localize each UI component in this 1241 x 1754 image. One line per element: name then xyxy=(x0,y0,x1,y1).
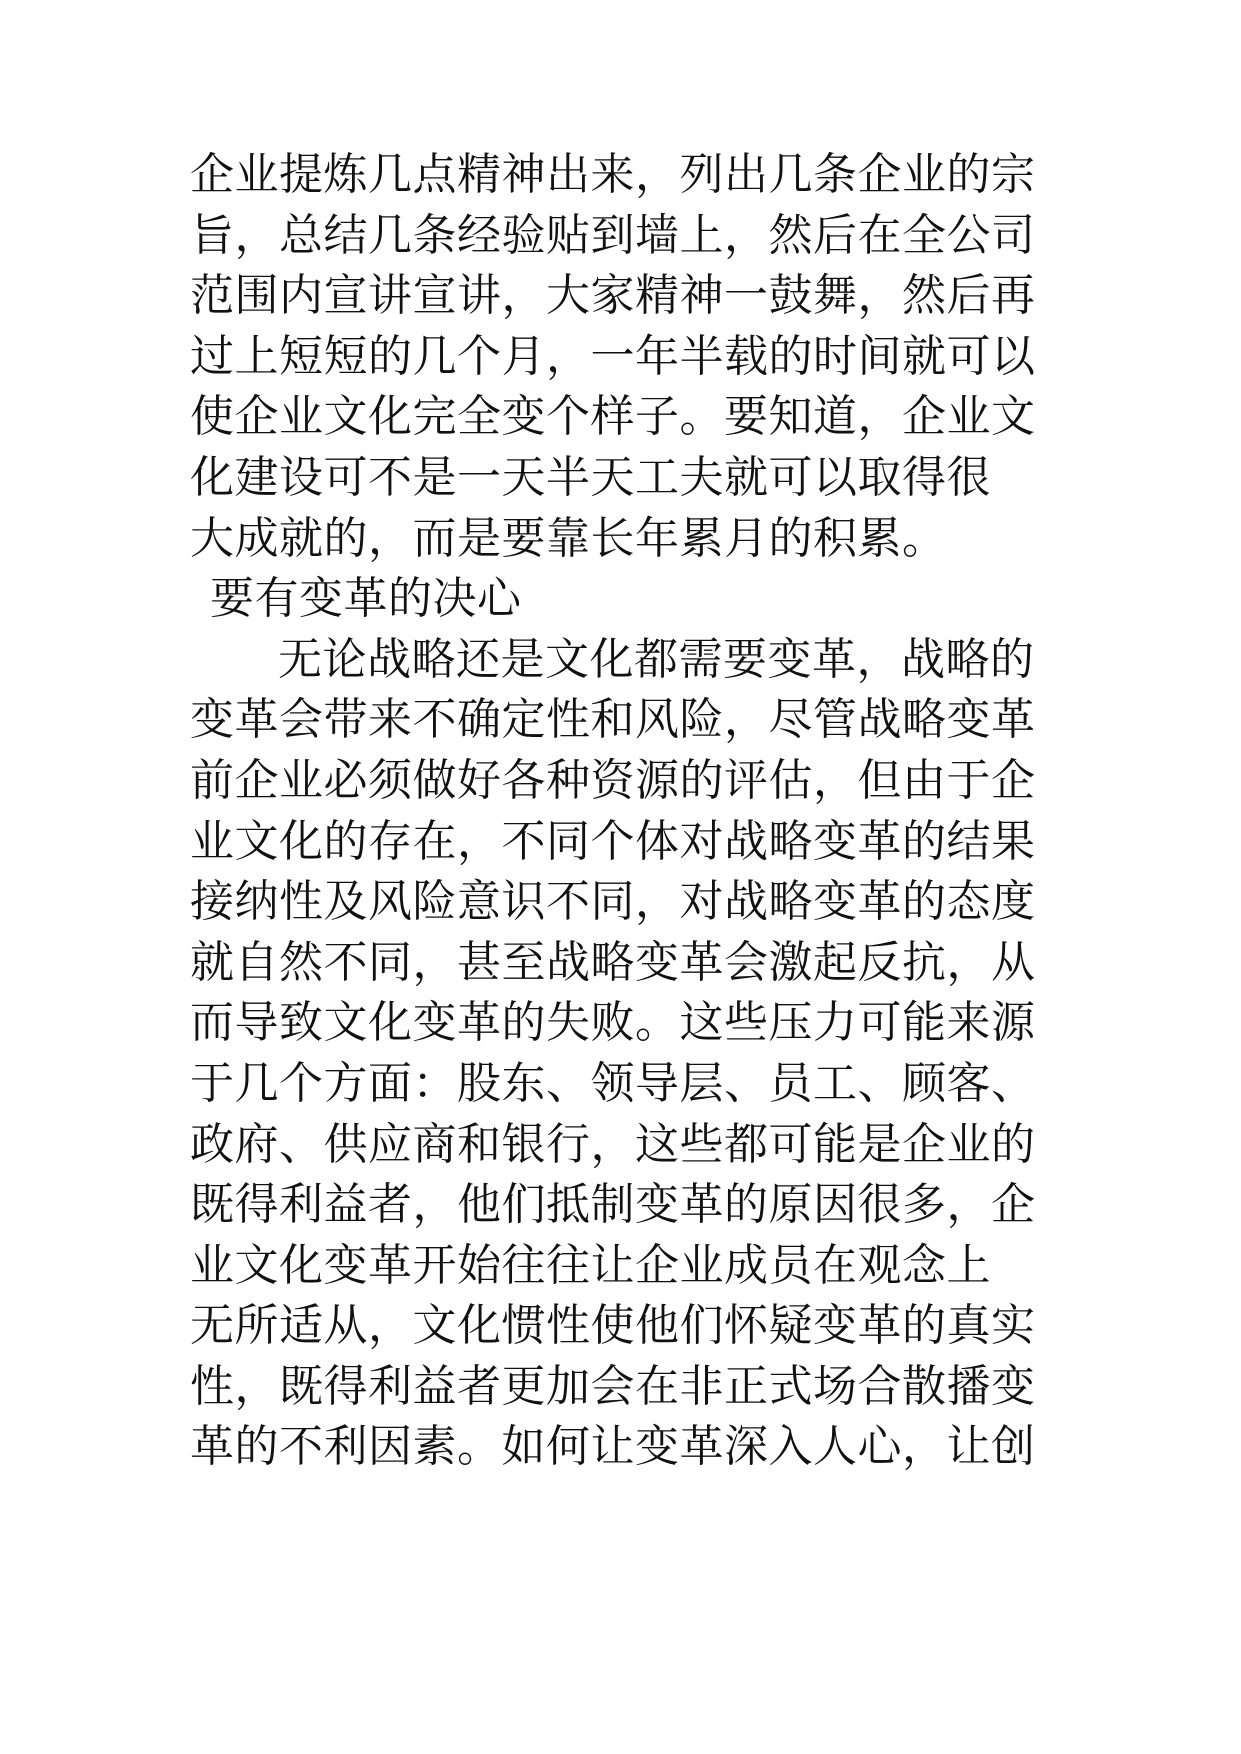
text-line: 化建设可不是一天半天工夫就可以取得很 xyxy=(190,451,991,503)
text-line: 使企业文化完全变个样子。要知道，企业文 xyxy=(190,391,1036,443)
text-line: 业文化变革开始往往让企业成员在观念上 xyxy=(190,1239,991,1291)
text-line: 接纳性及风险意识不同，对战略变革的态度 xyxy=(190,876,1036,928)
text-line: 旨，总结几条经验贴到墙上，然后在全公司 xyxy=(190,209,1036,261)
text-line: 范围内宣讲宣讲，大家精神一鼓舞，然后再 xyxy=(190,270,1036,322)
text-line: 无所适从，文化惯性使他们怀疑变革的真实 xyxy=(190,1300,1036,1352)
text-line: 而导致文化变革的失败。这些压力可能来源 xyxy=(190,997,1036,1049)
text-line: 革的不利因素。如何让变革深入人心，让创 xyxy=(190,1421,1036,1473)
paragraph-first-line: 无论战略还是文化都需要变革，战略的 xyxy=(278,633,1035,685)
text-line: 于几个方面：股东、领导层、员工、顾客、 xyxy=(190,1057,1036,1109)
text-line: 大成就的，而是要靠长年累月的积累。 xyxy=(190,512,947,564)
text-line: 既得利益者，他们抵制变革的原因很多，企 xyxy=(190,1179,1036,1231)
text-line: 就自然不同，甚至战略变革会激起反抗，从 xyxy=(190,936,1036,988)
text-line: 变革会带来不确定性和风险，尽管战略变革 xyxy=(190,694,1036,746)
text-line: 业文化的存在，不同个体对战略变革的结果 xyxy=(190,815,1036,867)
text-line: 性，既得利益者更加会在非正式场合散播变 xyxy=(190,1360,1036,1412)
text-line: 企业提炼几点精神出来，列出几条企业的宗 xyxy=(190,149,1036,200)
text-line: 前企业必须做好各种资源的评估，但由于企 xyxy=(190,754,1036,806)
text-line: 政府、供应商和银行，这些都可能是企业的 xyxy=(190,1118,1036,1170)
text-line: 过上短短的几个月，一年半载的时间就可以 xyxy=(190,330,1036,382)
section-heading: 要有变革的决心 xyxy=(210,573,522,625)
document-body xyxy=(190,145,1090,1478)
